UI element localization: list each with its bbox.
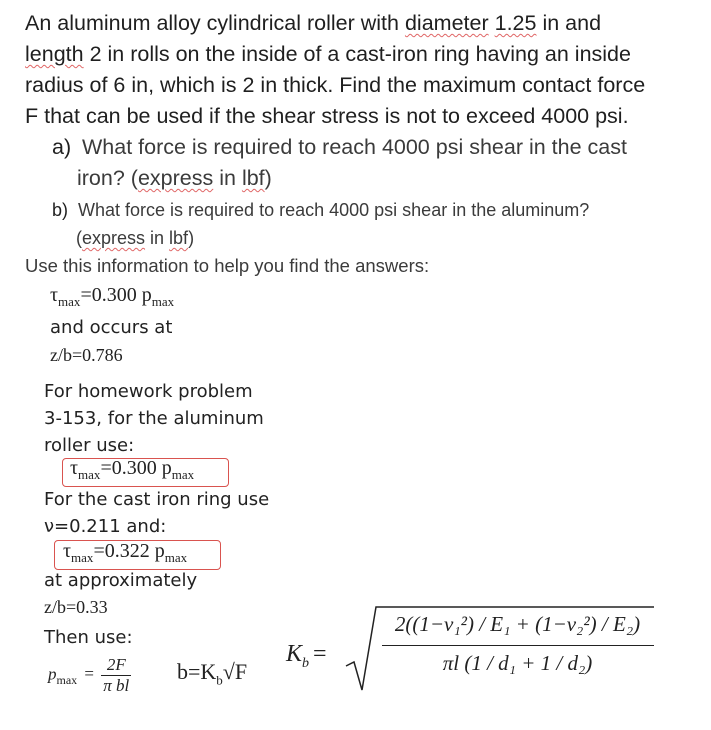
problem-line-3: radius of 6 in, which is 2 in thick. Find the maximum contact force (25, 73, 646, 97)
part-a-line-2 (77, 166, 272, 191)
problem-line-2 (25, 39, 631, 69)
subscript: max (164, 550, 188, 565)
equals-sign: = (84, 664, 95, 684)
subscript: max (171, 467, 195, 482)
cast-iron-text: For the cast iron ring use (44, 489, 270, 510)
then-use-text: Then use: (44, 627, 133, 648)
numerator: 2F (101, 655, 131, 676)
spellcheck-word[interactable]: express (137, 166, 214, 190)
spellcheck-word[interactable]: 1.25 (494, 11, 537, 35)
use-info-text: Use this information to help you find the answers: (25, 255, 430, 276)
part-b-line-1: What force is required to reach 4000 psi shear in the aluminum? (78, 200, 590, 220)
hw-line-1: For homework problem (44, 381, 253, 402)
text: in (213, 166, 242, 190)
p-symbol: p (48, 664, 57, 684)
k-symbol: K (286, 641, 303, 667)
part-a-line-1: What force is required to reach 4000 psi shear in the cast (82, 135, 627, 159)
subscript: max (151, 294, 175, 309)
tau-equation-cast-iron (63, 540, 187, 566)
spellcheck-word[interactable]: diameter (404, 11, 489, 35)
pmax-formula (48, 655, 131, 696)
and-occurs-text: and occurs at (50, 317, 173, 338)
text: in (145, 228, 170, 248)
subscript: max (58, 294, 81, 309)
tau-equation-1 (50, 284, 174, 310)
text: ) (188, 228, 195, 248)
tau-equation-aluminum (70, 457, 194, 483)
tau-symbol: τ (70, 457, 79, 479)
p-symbol: p (141, 284, 152, 306)
kb-denominator: πl (1 / d₁ + 1 / d₂) (442, 651, 593, 675)
part-b-line-2 (76, 228, 194, 249)
hw-line-3: roller use: (44, 435, 135, 456)
denominator: π bl (103, 676, 130, 695)
problem-line-1 (25, 8, 601, 38)
subscript: max (71, 550, 94, 565)
subscript: max (56, 672, 78, 687)
zb-0786: z/b=0.786 (50, 345, 123, 365)
equation-value: =0.322 (93, 540, 155, 562)
fraction-bar (382, 645, 654, 646)
problem-text: 2 in rolls on the inside of a cast-iron ring having an inside (83, 42, 631, 66)
approx-text: at approximately (44, 570, 198, 591)
b-equation: b=K (177, 659, 217, 684)
kb-label (286, 641, 327, 672)
equals-sign: = (313, 641, 327, 667)
spellcheck-word[interactable]: express (82, 228, 146, 248)
text: ) (264, 166, 272, 190)
tau-symbol: τ (63, 540, 72, 562)
b-formula (177, 659, 247, 688)
problem-line-4: F that can be used if the shear stress is not to exceed 4000 psi. (25, 104, 629, 128)
spellcheck-word[interactable]: lbf (241, 166, 265, 190)
p-symbol: p (154, 540, 165, 562)
problem-text: An aluminum alloy cylindrical roller with (25, 11, 405, 35)
subscript: max (78, 467, 101, 482)
equation-value: =0.300 (100, 457, 162, 479)
text: ( (76, 228, 82, 248)
fraction (101, 655, 131, 696)
tau-symbol: τ (50, 284, 59, 306)
sqrt-f: √F (222, 659, 248, 684)
text: iron? ( (77, 166, 138, 190)
problem-text: in and (536, 11, 602, 35)
hw-line-2: 3-153, for the aluminum (44, 408, 264, 429)
subscript: b (302, 655, 310, 671)
p-symbol: p (161, 457, 172, 479)
nu-text: ν=0.211 and: (44, 516, 167, 537)
equation-value: =0.300 (80, 284, 142, 306)
zb-033: z/b=0.33 (44, 597, 108, 617)
part-b-marker: b) (52, 200, 69, 220)
subscript: b (216, 672, 223, 688)
spellcheck-word[interactable]: lbf (169, 228, 189, 248)
spellcheck-word[interactable]: length (25, 42, 84, 66)
kb-numerator: 2((1−ν₁²) / E₁ + (1−ν₂²) / E₂) (394, 612, 641, 636)
part-a-marker: a) (52, 135, 72, 159)
